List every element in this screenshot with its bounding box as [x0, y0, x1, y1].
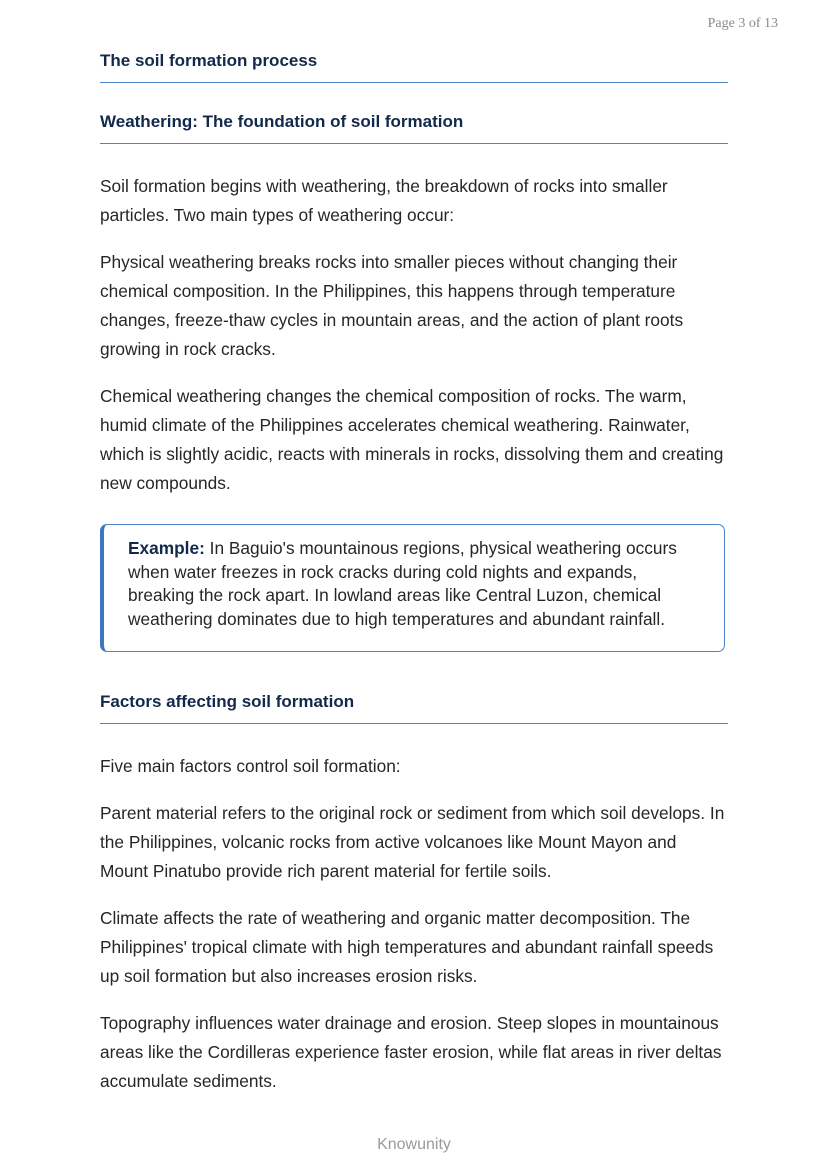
factors-heading: Factors affecting soil formation	[100, 692, 728, 724]
example-callout	[100, 524, 725, 652]
footer-brand: Knowunity	[377, 1136, 451, 1153]
page-number: Page 3 of 13	[707, 16, 778, 31]
paragraph-factors-intro: Five main factors control soil formation:	[100, 756, 401, 776]
example-body: In Baguio's mountainous regions, physical weathering occurs when water freezes in rock cracks during cold nights and expands, breaking the rock apart. In lowland areas like Central Luzon, chemical weathering dominates due to high temperatures and abundant rainfall.	[128, 538, 677, 629]
paragraph-climate: Climate affects the rate of weathering and organic matter decomposition. The Philippines' tropical climate with high temperatures and abundant rainfall speeds up soil formation but also increases erosion risks.	[100, 908, 714, 986]
paragraph-topography: Topography influences water drainage and erosion. Steep slopes in mountainous areas like the Cordilleras experience faster erosion, while flat areas in river deltas accumulate sediments.	[100, 1013, 722, 1091]
paragraph-physical-weathering: Physical weathering breaks rocks into smaller pieces without changing their chemical composition. In the Philippines, this happens through temperature changes, freeze-thaw cycles in mountain areas, and the action of plant roots growing in rock cracks.	[100, 252, 684, 359]
paragraph-parent-material: Parent material refers to the original rock or sediment from which soil develops. In the Philippines, volcanic rocks from active volcanoes like Mount Mayon and Mount Pinatubo provide rich parent material for fertile soils.	[100, 803, 725, 881]
paragraph-weathering-intro: Soil formation begins with weathering, the breakdown of rocks into smaller particles. Two main types of weathering occur:	[100, 176, 668, 225]
example-label: Example:	[128, 538, 205, 558]
example-text	[128, 537, 708, 631]
paragraph-chemical-weathering: Chemical weathering changes the chemical composition of rocks. The warm, humid climate of the Philippines accelerates chemical weathering. Rainwater, which is slightly acidic, reacts with minerals in rocks, dissolving them and creating new compounds.	[100, 386, 724, 493]
weathering-heading: Weathering: The foundation of soil formation	[100, 112, 728, 144]
section-title: The soil formation process	[100, 51, 728, 83]
